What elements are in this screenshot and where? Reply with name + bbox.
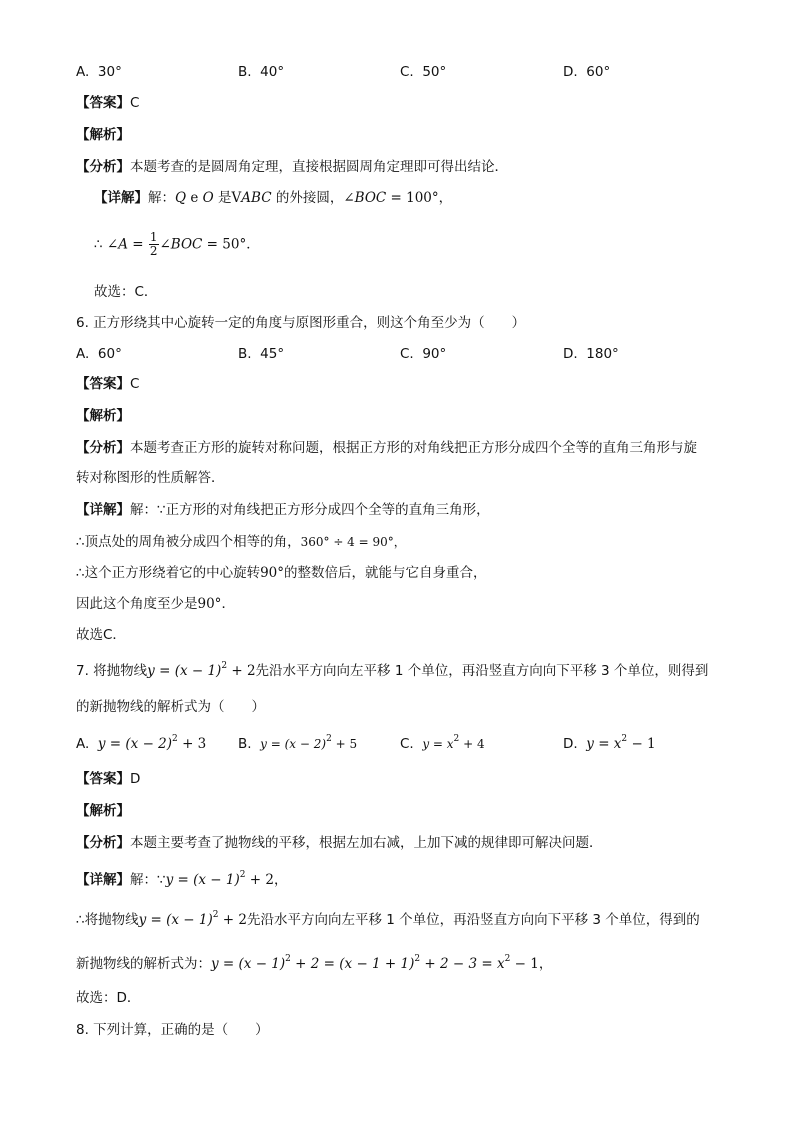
- q7-fenxi: 【分析】本题主要考查了抛物线的平移，根据左加右减，上加下减的规律即可解决问题．: [76, 835, 603, 851]
- q5-option-a: A. 30°: [76, 64, 122, 80]
- q6-detail-line-1: 【详解】解：∵正方形的对角线把正方形分成四个全等的直角三角形，: [76, 502, 490, 518]
- q6-fenxi-line-2: 转对称图形的性质解答．: [76, 470, 225, 486]
- q5-detail-line-1: 【详解】解：Q e O 是VABC 的外接圆，∠BOC = 100°，: [94, 190, 453, 206]
- q6-detail-line-4: 因此这个角度至少是90°．: [76, 596, 235, 612]
- q7-stem-line-2: 的新抛物线的解析式为（ ）: [76, 699, 265, 715]
- q6-answer: 【答案】C: [76, 376, 140, 392]
- q7-conclusion: 故选：D．: [76, 990, 141, 1006]
- q6-option-c: C. 90°: [400, 346, 447, 362]
- q6-detail-line-3: ∴这个正方形绕着它的中心旋转90°的整数倍后，就能与它自身重合，: [76, 565, 487, 581]
- q5-option-d: D. 60°: [563, 64, 611, 80]
- q7-answer: 【答案】D: [76, 771, 141, 787]
- q6-option-b: B. 45°: [238, 346, 285, 362]
- q5-fenxi: 【分析】本题考查的是圆周角定理，直接根据圆周角定理即可得出结论．: [76, 159, 508, 175]
- q7-stem-line-1: 7. 将抛物线$y = (x - 1)^2 + 2$先沿水平方向向左平移 1 个单位，再沿竖直方向向下平移 3 个单位，则得到: [76, 661, 709, 679]
- q8-stem: 8. 下列计算，正确的是（ ）: [76, 1022, 269, 1038]
- q5-analysis-tag: 【解析】: [76, 127, 130, 143]
- q7-detail-line-1: 【详解】解：∵y = $(x - 1)^2 + 2$，: [76, 870, 288, 888]
- q6-stem: 6. 正方形绕其中心旋转一定的角度与原图形重合，则这个角至少为（ ）: [76, 315, 526, 331]
- q5-option-b: B. 40°: [238, 64, 285, 80]
- q6-analysis-tag: 【解析】: [76, 408, 130, 424]
- q6-detail-line-2: ∴顶点处的周角被分成四个相等的角，360° ÷ 4 = 90°，: [76, 534, 406, 550]
- fraction-one-half: $\frac{1}{2}$: [149, 230, 158, 258]
- q5-answer: 【答案】C: [76, 95, 140, 111]
- q7-detail-line-3: 新抛物线的解析式为：$y = (x - 1)^2 + 2 = (x - 1 + 1)^2 + 2 - 3 = x^2 - 1$，: [76, 954, 553, 972]
- q6-option-d: D. 180°: [563, 346, 619, 362]
- q5-option-c: C. 50°: [400, 64, 447, 80]
- q6-conclusion: 故选C．: [76, 627, 126, 643]
- q7-option-b: B. $y = (x - 2)^2 + 5$: [238, 734, 358, 752]
- q7-option-a: A. $y = (x - 2)^2 + 3$: [76, 734, 207, 752]
- q7-detail-line-2: ∴将抛物线$y = (x - 1)^2 + 2$先沿水平方向向左平移 1 个单位，再沿竖直方向向下平移 3 个单位，得到的: [76, 910, 700, 928]
- q5-conclusion: 故选：C．: [94, 284, 158, 300]
- q7-option-d: D. $y = x^2 - 1$: [563, 734, 656, 752]
- q5-detail-line-2: ∴ ∠A = $\frac{1}{2}$ ∠BOC = 50°．: [94, 230, 260, 258]
- q6-fenxi-line-1: 【分析】本题考查正方形的旋转对称问题，根据正方形的对角线把正方形分成四个全等的直角三角形与旋: [76, 440, 697, 456]
- q7-analysis-tag: 【解析】: [76, 803, 130, 819]
- q7-option-c: C. $y = x^2 + 4$: [400, 734, 485, 752]
- q6-option-a: A. 60°: [76, 346, 122, 362]
